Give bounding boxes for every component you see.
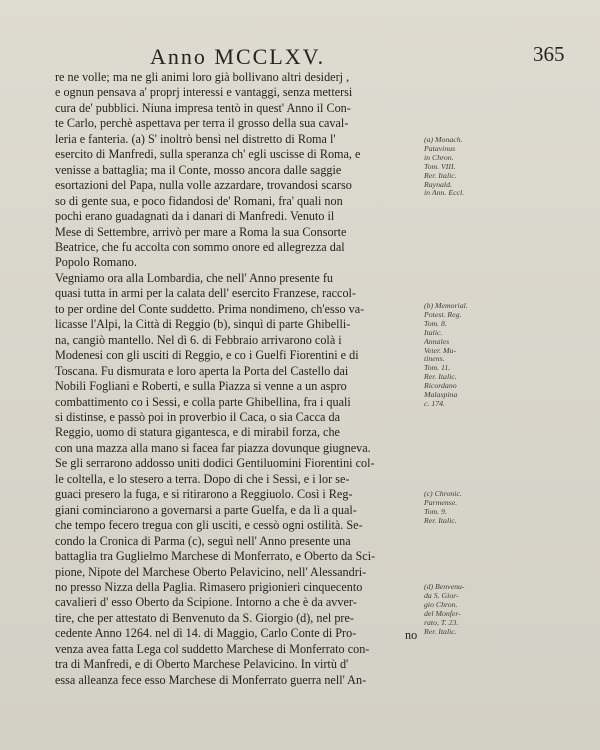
text-line: Popolo Romano. [55,255,137,270]
text-line: quasi tutta in armi per la calata dell' esercito Franzese, raccol- [55,286,356,301]
text-line: combattimento co i Sessi, e colla parte Ghibellina, fra i quali [55,394,351,409]
text-line: si distinse, e passò poi in proverbio il Caca, o sia Cacca da [55,409,340,424]
running-title: Anno MCCLXV. [150,44,326,69]
text-line: Toscana. Fu dismurata e loro aperta la Porta del Castello dai [55,363,349,378]
text-line: guaci presero la fuga, e si ritirarono a Reggiuolo. Così i Reg- [55,487,353,502]
text-line: licasse l'Alpi, la Città di Reggio (b), sinquì di parte Ghibelli- [55,317,351,332]
text-line: venza avea fatta Lega col suddetto Marchese di Monferrato con- [55,641,370,656]
text-line: cedente Anno 1264. nel dì 14. di Maggio, Carlo Conte di Pro- [55,626,357,641]
text-line: Se gli serrarono addosso uniti dodici Gentiluomini Fiorentini col- [55,456,375,471]
text-line: leria e fanteria. (a) S' inoltrò bensì nel distretto di Roma l' [55,131,336,146]
text-line: Nobili Fogliani e Roberti, e sulla Piazza si venne a un aspro [55,379,347,394]
text-line: essa alleanza fece esso Marchese di Monferrato guerra nell' An- [55,672,367,687]
text-line: Reggio, uomo di statura gigantesca, e di mirabil forza, che [55,425,340,440]
text-line: esercito di Manfredi, sulla speranza ch' egli uscisse di Roma, e [55,147,361,162]
margin-note-d: (d) Benvenu- da S. Gior- gio Chron. del Monfer- rato, T. 23. Rer. Italic. [424,582,465,636]
text-line: Mese di Settembre, arrivò per mare a Roma la sua Consorte [55,224,347,239]
text-line: Vegniamo ora alla Lombardia, che nell' Anno presente fu [55,270,334,285]
text-line: battaglia tra Guglielmo Marchese di Monferrato, e Oberto da Sci- [55,549,376,564]
margin-notes [424,0,494,750]
margin-note-a: (a) Monach. Patavinus in Chron. Tom. VIII. Rer. Italic. Raynald. in Ann. Eccl. [424,135,465,198]
text-line: le coltella, e lo stesero a terra. Dopo di che i Sessi, e i lor se- [55,471,350,486]
text-line: Modenesi con gli usciti di Reggio, e co i Guelfi Fiorentini e di [55,348,359,363]
text-line: na, cangiò mantello. Nel dì 6. di Febbraio arrivarono colà i [55,332,342,347]
text-line: pione, Nipote del Marchese Oberto Pelavicino, nell' Alessandri- [55,564,367,579]
page-header [0,40,600,70]
text-line: che tempo fecero tregua con gli usciti, e cessò ogni ostilità. Se- [55,518,363,533]
text-line: giani cominciarono a governarsi a parte Guelfa, e da lì a qual- [55,502,357,517]
margin-note-c: (c) Chronic. Parmense. Tom. 9. Rer. Italic. [424,489,462,525]
text-line: to per ordine del Conte suddetto. Prima nondimeno, ch'esso va- [55,301,365,316]
text-line: cura de' pubblici. Niuna impresa tentò in quest' Anno il Con- [55,100,351,115]
text-line: esortazioni del Papa, nulla volle azzardare, trovandosi scarso [55,178,352,193]
text-line: e ognun pensava a' proprj interessi e vantaggi, senza mettersi [55,85,353,100]
text-line: pochi erano guadagnati da i danari di Manfredi. Venuto il [55,209,335,224]
text-line: condo la Cronica di Parma (c), seguì nell' Anno presente una [55,533,351,548]
main-text-column [55,70,420,688]
text-line: venisse a battaglia; ma il Conte, mosso ancora dalle saggie [55,162,342,177]
text-line: re ne volle; ma ne gli animi loro già bollivano altri desiderj , [55,70,350,84]
text-line: Beatrice, che fu accolta con sommo onore ed allegrezza dal [55,239,345,254]
page-number: 365 [533,42,565,66]
text-line: tire, che per attestato di Benvenuto da S. Giorgio (d), nel pre- [55,610,354,625]
catchword: no [405,628,418,642]
text-line: no presso Nizza della Paglia. Rimasero prigionieri cinquecento [55,579,363,594]
margin-note-b: (b) Memorial. Potest. Reg. Tom. 8. Italic. Annales Veter. Mu- tinens. Tom. 11. Rer. Italic. Ricordano Malaspina c. 174. [424,301,468,408]
text-line: so di gente sua, e poco fidandosi de' Romani, fra' quali non [55,193,343,208]
text-line: te Carlo, perchè aspettava per terra il grosso della sua caval- [55,116,349,131]
text-line: cavalieri d' esso Oberto da Scipione. Intorno a che è da avver- [55,595,357,610]
text-line: tra di Manfredi, e di Oberto Marchese Pelavicino. In virtù d' [55,657,349,672]
text-line: con una mazza alla mano si facea far piazza dovunque giugneva. [55,440,371,455]
